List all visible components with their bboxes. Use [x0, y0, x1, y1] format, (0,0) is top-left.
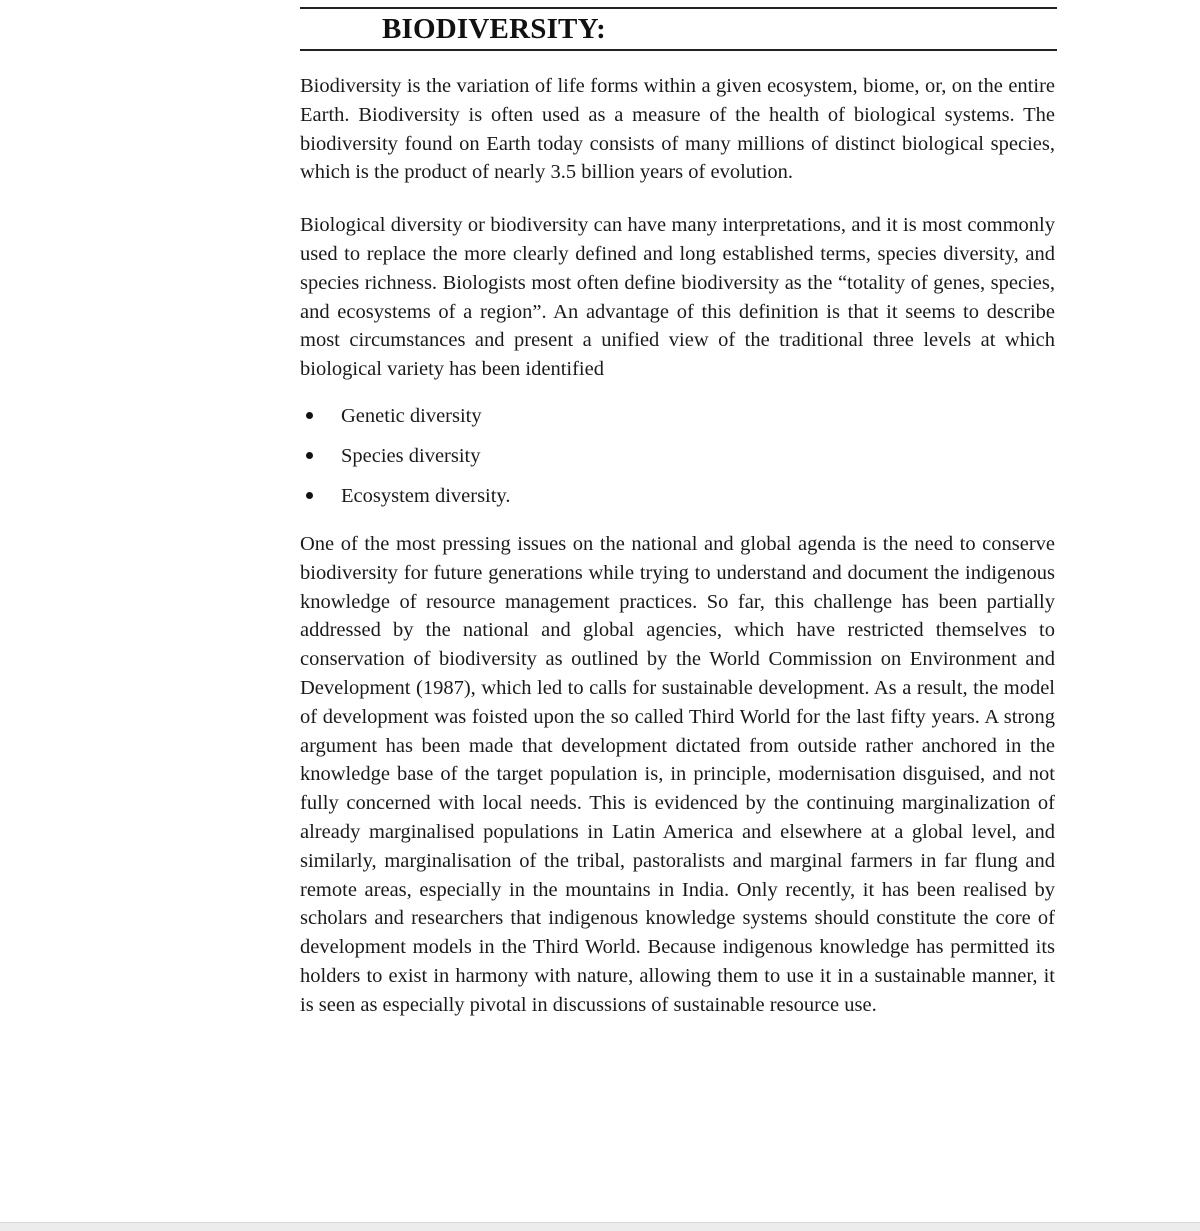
list-item-text: Genetic diversity	[341, 404, 482, 427]
list-item	[300, 396, 1055, 436]
paragraph-intro: Biodiversity is the variation of life forms within a given ecosystem, biome, or, on the entire Earth. Biodiversity is often used as a measure of the health of biological systems. The biodiversity found on Earth today consists of many millions of distinct biological species, which is the product of nearly 3.5 billion years of evolution.	[300, 75, 1055, 184]
paragraph-definition: Biological diversity or biodiversity can have many interpretations, and it is most commonly used to replace the more clearly defined and long established terms, species diversity, and species richness. Biologists most often define biodiversity as the “totality of genes, species, and ecosystems of a region”. An advantage of this definition is that it seems to describe most circumstances and present a unified view of the traditional three levels at which biological variety has been identified	[300, 214, 1055, 381]
diversity-levels-list	[300, 396, 1055, 516]
document-body	[300, 72, 1055, 1020]
page-title: BIODIVERSITY:	[382, 13, 606, 45]
bullet-icon	[306, 492, 313, 499]
bullet-icon	[306, 452, 313, 459]
list-item	[300, 436, 1055, 476]
list-item-text: Species diversity	[341, 444, 481, 467]
top-rule	[300, 7, 1057, 9]
title-underline-rule	[300, 49, 1057, 51]
list-item-text: Ecosystem diversity.	[341, 484, 511, 507]
paragraph-conservation: One of the most pressing issues on the national and global agenda is the need to conserve biodiversity for future generations while trying to understand and document the indigenous knowledge of resource management practices. So far, this challenge has been partially addressed by the national and global agencies, which have restricted themselves to conservation of biodiversity as outlined by the World Commission on Environment and Development (1987), which led to calls for sustainable development. As a result, the model of development was foisted upon the so called Third World for the last fifty years. A strong argument has been made that development dictated from outside rather anchored in the knowledge base of the target population is, in principle, modernisation disguised, and not fully concerned with local needs. This is evidenced by the continuing marginalization of already marginalised populations in Latin America and elsewhere at a global level, and similarly, marginalisation of the tribal, pastoralists and marginal farmers in far flung and remote areas, especially in the mountains in India. Only recently, it has been realised by scholars and researchers that indigenous knowledge systems should constitute the core of development models in the Third World. Because indigenous knowledge has permitted its holders to exist in harmony with nature, allowing them to use it in a sustainable manner, it is seen as especially pivotal in discussions of sustainable resource use.	[300, 532, 1055, 1016]
bullet-icon	[306, 412, 313, 419]
list-item	[300, 476, 1055, 516]
